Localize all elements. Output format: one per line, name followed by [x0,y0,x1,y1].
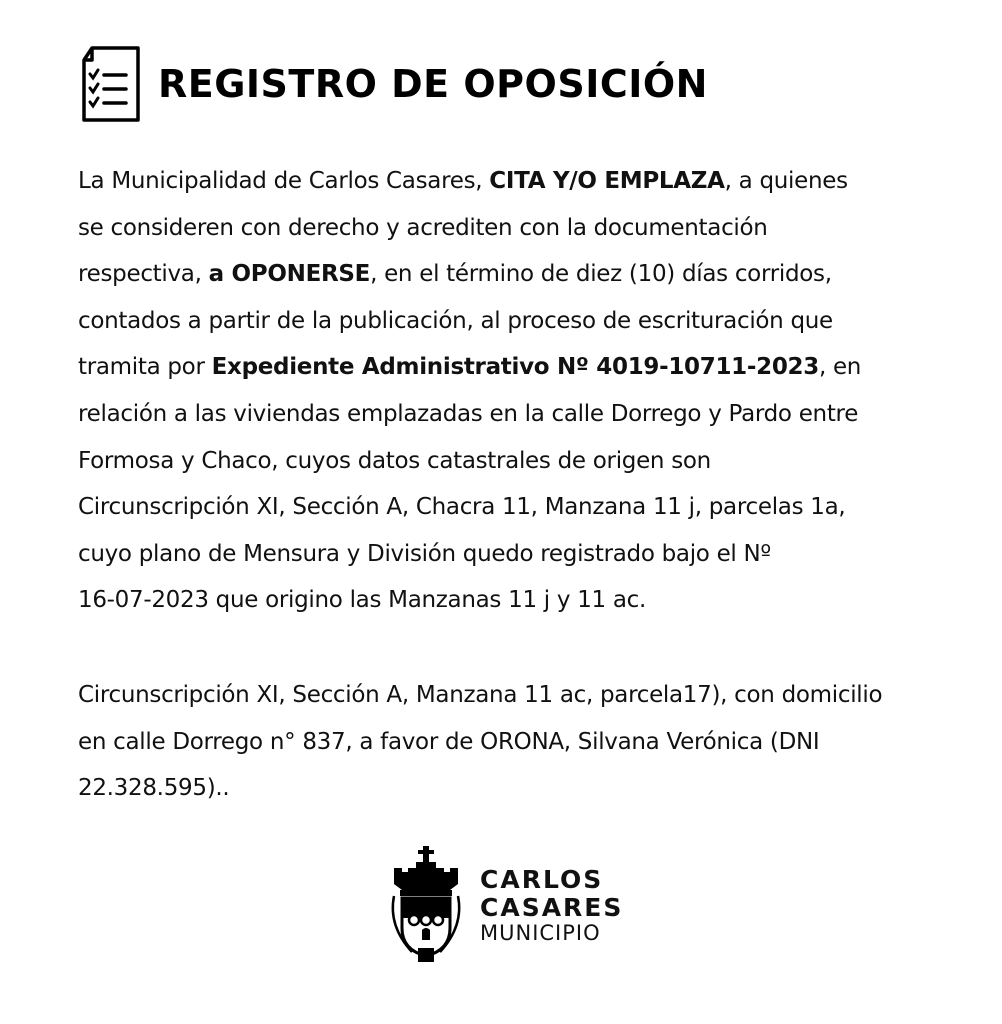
text-line [78,531,861,578]
text-line [78,344,861,391]
bold-text: a OPONERSE [208,261,371,288]
text-segment: 22.328.595).. [78,775,230,802]
text-segment: en calle Dorrego n° 837, a favor de ORONA, Silvana Verónica (DNI [78,728,820,755]
text-line [78,484,861,531]
paragraph-citation [78,158,861,624]
text-line [78,577,861,624]
text-line [78,205,861,252]
text-line [78,765,882,812]
text-segment: 16-07-2023 que origino las Manzanas 11 j y 11 ac. [78,587,647,614]
text-segment: Circunscripción XI, Sección A, Manzana 11 ac, parcela17), con domicilio [78,682,883,708]
text-line [78,251,861,298]
text-line [78,438,861,485]
text-segment: Circunscripción XI, Sección A, Chacra 11, Manzana 11 j, parcelas 1a, [78,494,846,521]
text-segment: , en el término de diez (10) días corridos, [370,261,832,288]
paragraph-parcel-details [78,672,882,812]
bold-text: CITA Y/O EMPLAZA [489,168,725,194]
page-title: REGISTRO DE OPOSICIÓN [158,62,708,106]
bold-text: Expediente Administrativo Nº 4019-10711-2023 [211,354,819,381]
logo-line-carlos: CARLOS [480,864,604,894]
text-segment: , a quienes [724,168,848,194]
logo-wordmark [480,864,624,945]
text-segment: se consideren con derecho y acrediten con la documentación [78,214,768,241]
text-line [78,298,861,345]
text-line [78,719,882,766]
municipality-logo [386,846,623,964]
text-segment: Formosa y Chaco, cuyos datos catastrales de origen son [78,447,711,474]
text-line [78,672,882,719]
logo-line-casares: CASARES [480,892,624,922]
text-segment: contados a partir de la publicación, al proceso de escrituración que [78,307,833,334]
text-segment: cuyo plano de Mensura y División quedo registrado bajo el Nº [78,540,771,567]
text-line [78,158,861,205]
header [78,44,708,124]
logo-line-municipio: MUNICIPIO [480,920,601,945]
text-line [78,391,861,438]
text-segment: respectiva, [78,261,209,288]
municipal-crest-icon [386,846,466,964]
text-segment: tramita por [78,354,212,381]
text-segment: , en [818,354,862,381]
checklist-document-icon [78,44,144,124]
text-segment: La Municipalidad de Carlos Casares, [78,168,490,194]
text-segment: relación a las viviendas emplazadas en la calle Dorrego y Pardo entre [78,400,859,427]
